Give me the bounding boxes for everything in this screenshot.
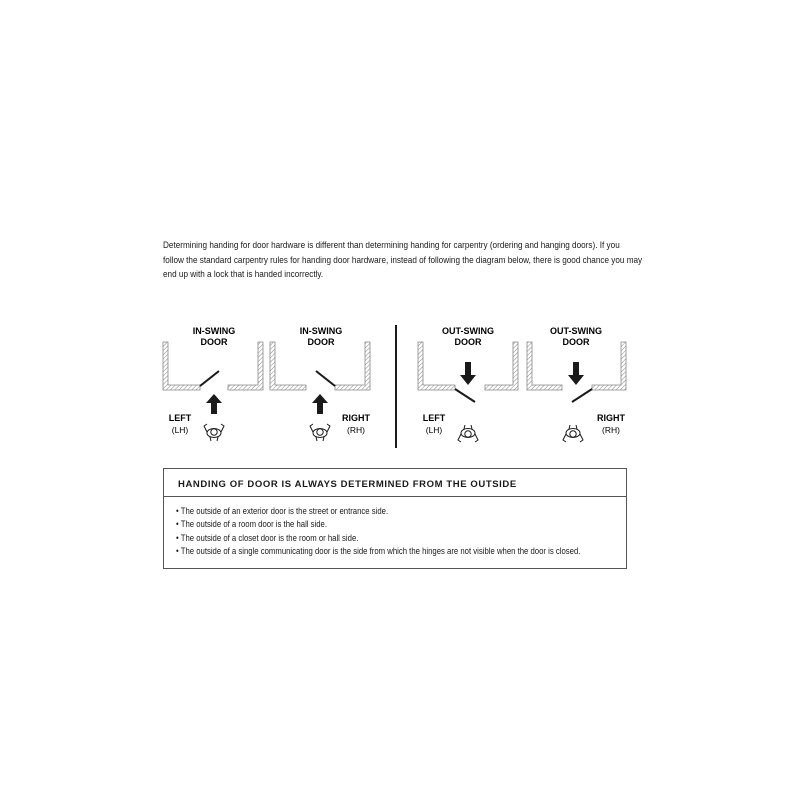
intro-line: end up with a lock that is handed incorrectly. — [163, 269, 324, 280]
door-leaf-icon — [200, 371, 219, 386]
panel-title: OUT-SWING — [442, 326, 494, 336]
note-bullet: • The outside of a room door is the hall side. — [176, 519, 328, 530]
side-label: RIGHT — [342, 413, 370, 423]
note-bullet: • The outside of a closet door is the room or hall side. — [176, 532, 359, 543]
person-icon — [204, 424, 224, 441]
intro-line: follow the standard carpentry rules for handing door hardware, instead of following the diagram below, there is good chance you may — [163, 254, 643, 266]
side-label: LEFT — [168, 413, 192, 423]
side-code: (LH) — [171, 425, 189, 435]
panel-subtitle: DOOR — [562, 337, 590, 347]
door-wall-icon — [163, 342, 263, 390]
panel-subtitle: DOOR — [454, 337, 482, 347]
side-label: RIGHT — [597, 413, 625, 423]
person-icon — [563, 425, 583, 442]
panel-title: OUT-SWING — [550, 326, 602, 336]
handing-note-box — [163, 468, 627, 569]
note-divider — [164, 496, 626, 497]
side-code: (RH) — [602, 425, 620, 435]
door-leaf-icon — [316, 371, 335, 386]
panel-outswing-right — [527, 326, 626, 442]
note-bullet: • The outside of a single communicating door is the side from which the hinges are not visible when the door is closed. — [176, 545, 581, 556]
panel-title: IN-SWING — [299, 326, 343, 336]
person-icon — [310, 424, 330, 441]
side-label: LEFT — [422, 413, 446, 423]
panel-inswing-left — [163, 326, 263, 441]
side-code: (LH) — [425, 425, 443, 435]
door-leaf-icon — [572, 389, 592, 402]
note-title: HANDING OF DOOR IS ALWAYS DETERMINED FROM THE OUTSIDE — [178, 479, 517, 490]
arrow-icon — [460, 362, 476, 385]
panel-inswing-right — [270, 326, 371, 441]
arrow-icon — [568, 362, 584, 385]
panel-outswing-left — [418, 326, 518, 442]
note-bullet-list — [176, 505, 580, 558]
note-bullet: • The outside of an exterior door is the street or entrance side. — [176, 506, 389, 516]
intro-line: Determining handing for door hardware is different than determining handing for carpentry (ordering and hanging doors). If you — [163, 240, 620, 251]
arrow-icon — [312, 394, 328, 414]
panel-title: IN-SWING — [192, 326, 236, 336]
arrow-icon — [206, 394, 222, 414]
side-code: (RH) — [347, 425, 365, 435]
person-icon — [458, 425, 478, 442]
panel-subtitle: DOOR — [200, 337, 228, 347]
door-leaf-icon — [455, 389, 475, 402]
panel-subtitle: DOOR — [307, 337, 335, 347]
door-wall-icon — [270, 342, 370, 390]
